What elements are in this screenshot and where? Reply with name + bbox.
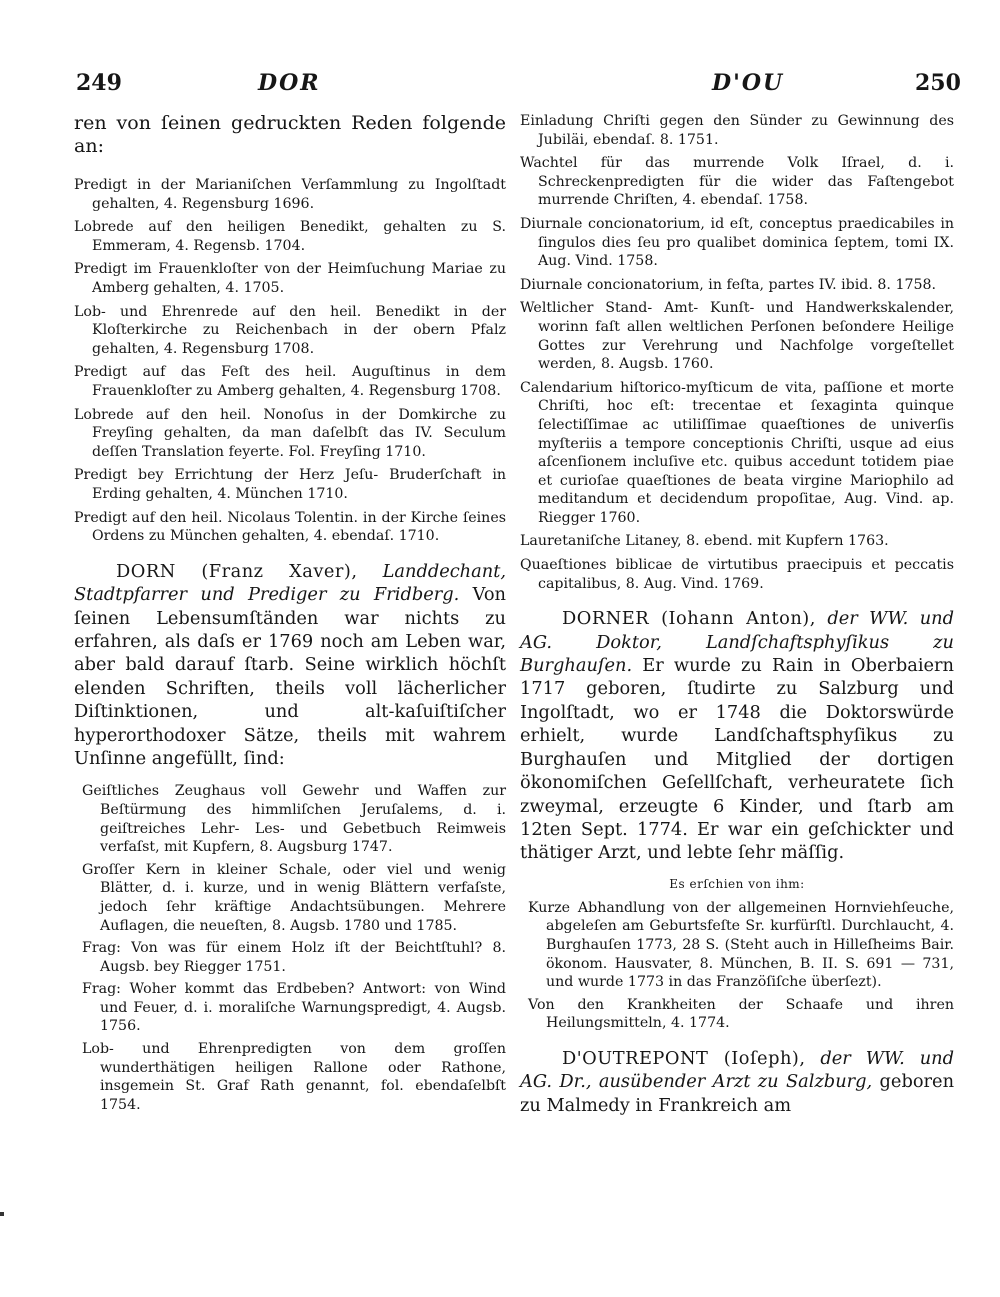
author-name: DORNER (Iohann Anton), (562, 608, 816, 630)
biography-text: Von ſeinen Lebensumſtänden war nichts zu erfahren, als daſs er 1769 noch am Leben war, aber bald darauf ſtarb. Seine wirklich höchſt elenden Schriften, theils voll lächerlicher Diſtinktionen, und alt-kaſuiſtiſcher hyperorthodoxer Sätze, theils mit wahrem Unſinne angefüllt, ſind: (74, 584, 506, 769)
right-column (520, 112, 954, 1129)
list-item: Diurnale concionatorium, in feſta, partes IV. ibid. 8. 1758. (520, 276, 937, 293)
list-item: Predigt auf das Feſt des heil. Auguſtinus in dem Frauenkloſter zu Amberg gehalten, 4. Regensburg 1708. (74, 364, 506, 399)
works-heading: Es erſchien von ihm: (669, 876, 805, 891)
list-item: Lob- und Ehrenpredigten von dem groſſen wunderthätigen heiligen Rallone oder Rathone, insgemein St. Graf Rath genannt, fol. ebendaſelbſt 1754. (82, 1041, 506, 1113)
list-item: Frag: Woher kommt das Erdbeben? Antwort: von Wind und Feuer, d. i. moraliſche Warnungspredigt, 4. Augsb. 1756. (82, 981, 506, 1035)
right-running-head: D'OU (712, 70, 785, 96)
left-column (74, 112, 506, 1118)
list-item: Lobrede auf den heiligen Benedikt, gehalten zu S. Emmeram, 4. Regensb. 1704. (74, 219, 506, 254)
list-item: Calendarium hiſtorico-myſticum de vita, paſſione et morte Chriſti, hoc eſt: trecentae et ſexaginta quinque ſelectiſſimae ac utiliſſimae quaeſtiones de univerſis myſteriis a tempore conceptionis Chriſti, usque ad eius aſcenſionem incluſive etc. quibus accedunt totidem piae et curioſae quaeſtiones de beata virgine Mariophilo ad meditandum et decidendum propoſitae, Aug. Vind. ap. Riegger 1760. (520, 379, 954, 526)
left-page-number: 249 (76, 70, 122, 96)
list-item: Einladung Chriſti gegen den Sünder zu Gewinnung des Jubiläi, ebendaſ. 8. 1751. (520, 113, 954, 148)
biography-doutrepont (520, 1047, 954, 1117)
biography-dorn (74, 560, 506, 771)
list-item: Predigt im Frauenkloſter von der Heimſuchung Mariae zu Amberg gehalten, 4. 1705. (74, 261, 506, 296)
list-item: Wachtel für das murrende Volk Iſrael, d. i. Schreckenpredigten für die wider das Faſtengebot murrende Chriſten, 4. ebendaſ. 1758. (520, 155, 954, 209)
list-item: Frag: Von was für einem Holz iſt der Beichtſtuhl? 8. Augsb. bey Riegger 1751. (82, 940, 506, 975)
author-name: D'OUTREPONT (Ioſeph), (562, 1047, 806, 1069)
list-item: Predigt bey Errichtung der Herz Jeſu- Bruderſchaft in Erding gehalten, 4. München 1710. (74, 467, 506, 502)
list-item: Lobrede auf den heil. Nonoſus in der Domkirche zu Freyſing gehalten, da man daſelbſt das IV. Seculum deſſen Translation feyerte. Fol. Freyſing 1710. (74, 406, 506, 460)
intro-text: ren von ſeinen gedruckten Reden folgende an: (74, 112, 506, 157)
list-item: Lob- und Ehrenrede auf den heil. Benedikt in der Kloſterkirche zu Reichenbach in der obern Pfalz gehalten, 4. Regensburg 1708. (74, 303, 506, 357)
works-list (74, 782, 506, 1114)
list-item: Von den Krankheiten der Schaafe und ihren Heilungsmitteln, 4. 1774. (528, 996, 954, 1032)
list-item: Quaeſtiones biblicae de virtutibus praecipuis et peccatis capitalibus, 8. Aug. Vind. 1769. (520, 557, 954, 592)
list-item: Groſſer Kern in kleiner Schale, oder viel und wenig Blätter, d. i. kurze, und in wenig Blättern verfaſste, jedoch ſehr kräftige Andachtsübungen. Mehrere Auflagen, die neueſten, 8. Augsb. 1780 und 1785. (82, 861, 506, 934)
list-item: Predigt auf den heil. Nicolaus Tolentin. in der Kirche ſeines Ordens zu München gehalten, 4. ebendaſ. 1710. (74, 509, 506, 545)
dorner-works-list (520, 899, 954, 1033)
left-running-head: DOR (258, 70, 321, 96)
right-page-number: 250 (915, 70, 961, 96)
biography-text: Er wurde zu Rain in Oberbaiern 1717 geboren, ſtudirte zu Salzburg und Ingolſtadt, wo er 1748 die Doktorswürde erhielt, wurde Landſchaftsphyſikus zu Burghauſen und Mitglied der dortigen ökonomiſchen Geſellſchaft, verheuratete ſich zweymal, erzeugte 6 Kinder, und ſtarb am 12ten Sept. 1774. Er war ein geſchickter und thätiger Arzt, und lebte ſehr mäſſig. (520, 655, 954, 864)
scan-speck (0, 1212, 4, 1216)
biography-text: geboren zu Malmedy in Frankreich am (520, 1071, 955, 1116)
works-list-continued (520, 112, 954, 593)
list-item: Predigt in der Marianiſchen Verſammlung zu Ingolſtadt gehalten, 4. Regensburg 1696. (74, 177, 506, 212)
list-item: Lauretaniſche Litaney, 8. ebend. mit Kupfern 1763. (520, 533, 889, 550)
list-item: Weltlicher Stand- Amt- Kunſt- und Handwerkskalender, worinn faſt allen weltlichen Perſonen beſondere Heilige Gottes zur Verehrung und Nachfolge vorgeſtellet werden, 8. Augsb. 1760. (520, 300, 954, 373)
list-item: Geiſtliches Zeughaus voll Gewehr und Waffen zur Beſtürmung des himmliſchen Jeruſalems, d. i. geiſtreiches Lehr- Les- und Gebetbuch Reimweis verfaſst, mit Kupfern, 8. Augsburg 1747. (82, 783, 506, 856)
author-name: DORN (Franz Xaver), (116, 560, 358, 582)
author-title: der WW. und AG. Dr., ausübender Arzt zu Salzburg, (520, 1047, 954, 1093)
list-item: Diurnale concionatorium, id eſt, conceptus praedicabiles in ſingulos dies ſeu pro qualibet dominica ſeptem, tomi IX. Aug. Vind. 1758. (520, 215, 954, 270)
sermon-list (74, 176, 506, 546)
author-title: Landdechant, Stadtpfarrer und Prediger zu Fridberg. (74, 560, 506, 606)
biography-dorner (520, 607, 954, 864)
list-item: Kurze Abhandlung von der allgemeinen Hornviehſeuche, abgeleſen am Geburtsfeſte Sr. kurfürſtl. Durchlaucht, 4. Burghauſen 1773, 28 S. (Steht auch in Hilleſheims Bair. ökonom. Hausvater, 8. München, B. II. S. 691 — 731, und wurde 1773 in das Franzöſiſche überſezt). (528, 899, 954, 991)
author-title: der WW. und AG. Doktor, Landſchaftsphyſikus zu Burghauſen. (520, 608, 954, 677)
